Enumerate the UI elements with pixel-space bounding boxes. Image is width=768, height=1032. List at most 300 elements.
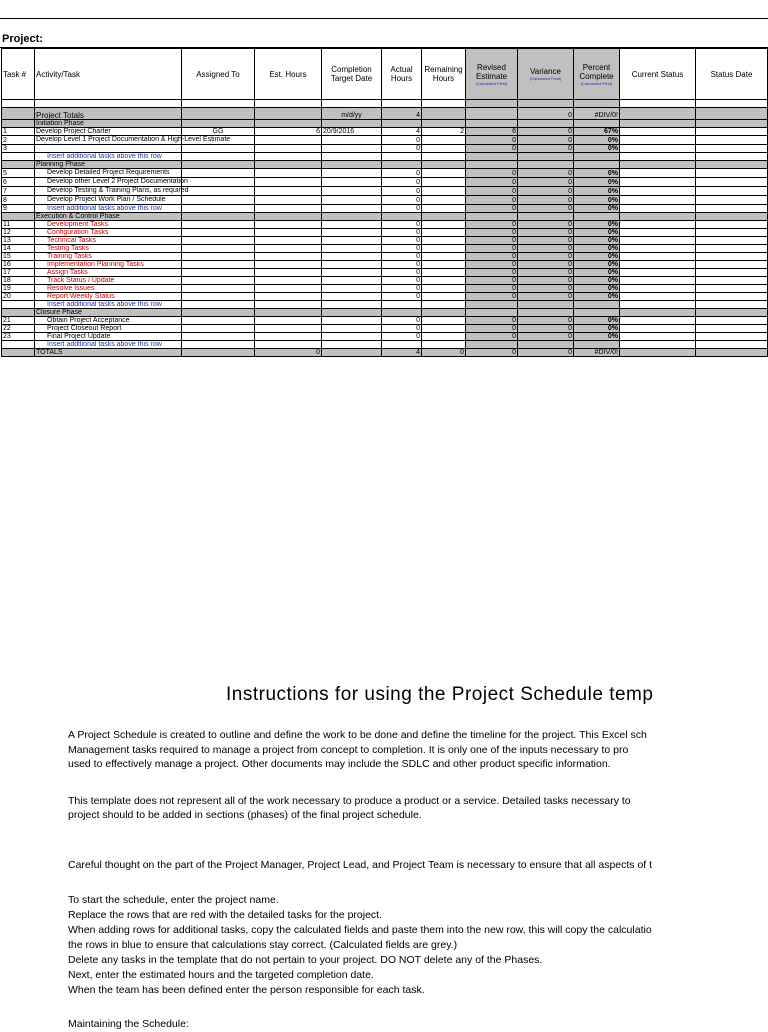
cell[interactable] (620, 349, 696, 357)
assigned-to[interactable] (182, 145, 255, 153)
completion-date[interactable] (322, 178, 382, 187)
cell[interactable] (382, 301, 422, 309)
revised-estimate[interactable]: 0 (466, 325, 518, 333)
est-hours[interactable] (255, 317, 322, 325)
current-status[interactable] (620, 325, 696, 333)
cell[interactable] (322, 349, 382, 357)
task-num[interactable]: 6 (2, 178, 35, 187)
status-date[interactable] (696, 169, 768, 178)
status-date[interactable] (696, 145, 768, 153)
project-label[interactable]: Project: (2, 33, 43, 45)
remaining-hours[interactable] (422, 196, 466, 205)
cell[interactable] (182, 108, 255, 120)
header-revised-estimate[interactable] (466, 49, 518, 100)
task-num[interactable]: 2 (2, 136, 35, 145)
cell[interactable] (322, 161, 382, 169)
task-label[interactable]: Technical Tasks (35, 237, 182, 245)
task-num-cell[interactable] (2, 341, 35, 349)
task-num[interactable]: 7 (2, 187, 35, 196)
current-status[interactable] (620, 253, 696, 261)
task-label[interactable]: Training Tasks (35, 253, 182, 261)
cell[interactable] (574, 309, 620, 317)
cell[interactable] (466, 309, 518, 317)
variance[interactable]: 0 (518, 269, 574, 277)
actual-hours[interactable]: 0 (382, 293, 422, 301)
status-date[interactable] (696, 237, 768, 245)
header-percent-complete[interactable] (574, 49, 620, 100)
cell[interactable] (466, 108, 518, 120)
revised-estimate[interactable]: 0 (466, 178, 518, 187)
header-activity[interactable]: Activity/Task (35, 49, 182, 100)
totals-label[interactable]: TOTALS (35, 349, 182, 357)
remaining-hours[interactable] (422, 178, 466, 187)
percent-complete[interactable]: 0% (574, 261, 620, 269)
task-num[interactable]: 17 (2, 269, 35, 277)
actual-hours[interactable]: 0 (382, 325, 422, 333)
completion-date[interactable]: 20/9/2016 (322, 128, 382, 136)
est-hours[interactable] (255, 169, 322, 178)
percent-complete[interactable]: 0% (574, 187, 620, 196)
percent-complete[interactable]: 0% (574, 205, 620, 213)
status-date[interactable] (696, 221, 768, 229)
remaining-hours[interactable] (422, 136, 466, 145)
task-num[interactable]: 5 (2, 169, 35, 178)
task-num[interactable]: 13 (2, 237, 35, 245)
assigned-to[interactable] (182, 169, 255, 178)
cell[interactable] (255, 309, 322, 317)
cell[interactable] (574, 213, 620, 221)
revised-estimate[interactable]: 0 (466, 245, 518, 253)
variance[interactable]: 0 (518, 333, 574, 341)
cell[interactable] (466, 153, 518, 161)
cell[interactable] (422, 301, 466, 309)
revised-estimate[interactable]: 0 (466, 169, 518, 178)
cell[interactable] (422, 108, 466, 120)
remaining-hours[interactable] (422, 293, 466, 301)
percent-complete[interactable]: 0% (574, 277, 620, 285)
task-num[interactable]: 19 (2, 285, 35, 293)
task-num[interactable]: 22 (2, 325, 35, 333)
cell[interactable] (518, 301, 574, 309)
percent-complete[interactable]: 0% (574, 229, 620, 237)
revised-estimate[interactable]: 0 (466, 136, 518, 145)
variance[interactable]: 0 (518, 136, 574, 145)
cell[interactable] (620, 153, 696, 161)
actual-hours[interactable]: 0 (382, 145, 422, 153)
completion-date[interactable] (322, 245, 382, 253)
task-label[interactable]: Develop Detailed Project Requirements (35, 169, 182, 178)
actual-hours[interactable]: 0 (382, 169, 422, 178)
status-date[interactable] (696, 293, 768, 301)
completion-date[interactable] (322, 187, 382, 196)
cell[interactable] (255, 161, 322, 169)
est-hours[interactable] (255, 277, 322, 285)
est-hours[interactable] (255, 178, 322, 187)
cell[interactable] (518, 120, 574, 128)
header-actual-hours[interactable]: Actual Hours (382, 49, 422, 100)
cell[interactable] (255, 153, 322, 161)
percent-complete[interactable]: 0% (574, 221, 620, 229)
header-completion-date[interactable]: Completion Target Date (322, 49, 382, 100)
task-num[interactable]: 8 (2, 196, 35, 205)
phase-label[interactable]: Initiation Phase (35, 120, 182, 128)
cell[interactable] (382, 213, 422, 221)
cell[interactable] (620, 301, 696, 309)
completion-date[interactable] (322, 333, 382, 341)
variance[interactable]: 0 (518, 169, 574, 178)
revised-estimate[interactable]: 0 (466, 221, 518, 229)
revised-estimate[interactable]: 0 (466, 196, 518, 205)
task-label[interactable]: Develop Level 1 Project Documentation & High-Level Estimate (36, 136, 231, 143)
task-label[interactable]: Develop Project Charter (35, 128, 182, 136)
variance[interactable]: 0 (518, 196, 574, 205)
est-hours[interactable] (255, 136, 322, 145)
variance[interactable]: 0 (518, 205, 574, 213)
header-assigned-to[interactable]: Assigned To (182, 49, 255, 100)
phase-label[interactable]: Planning Phase (35, 161, 182, 169)
insert-note[interactable]: Insert additional tasks above this row (35, 153, 182, 161)
est-hours[interactable] (255, 237, 322, 245)
cell[interactable] (382, 309, 422, 317)
current-status[interactable] (620, 187, 696, 196)
assigned-to[interactable] (182, 245, 255, 253)
cell[interactable] (466, 341, 518, 349)
task-label[interactable]: Develop Project Work Plan / Schedule (35, 196, 182, 205)
percent-complete[interactable]: 0% (574, 178, 620, 187)
revised-estimate[interactable]: 0 (466, 253, 518, 261)
percent-complete[interactable]: 0% (574, 253, 620, 261)
cell[interactable] (322, 153, 382, 161)
percent-complete[interactable]: 0% (574, 293, 620, 301)
est-hours[interactable]: 6 (255, 128, 322, 136)
assigned-to[interactable] (182, 253, 255, 261)
actual-hours[interactable]: 0 (382, 261, 422, 269)
completion-date[interactable] (322, 269, 382, 277)
insert-note[interactable]: Insert additional tasks above this row (35, 341, 182, 349)
percent-complete[interactable]: 0% (574, 325, 620, 333)
actual-hours[interactable]: 0 (382, 205, 422, 213)
completion-date[interactable] (322, 205, 382, 213)
task-label[interactable]: Development Tasks (35, 221, 182, 229)
remaining-hours[interactable] (422, 145, 466, 153)
variance[interactable]: 0 (518, 293, 574, 301)
totals-variance[interactable]: 0 (518, 349, 574, 357)
cell[interactable] (422, 309, 466, 317)
task-num[interactable]: 23 (2, 333, 35, 341)
est-hours[interactable] (255, 253, 322, 261)
cell[interactable] (466, 301, 518, 309)
task-num-cell[interactable] (2, 213, 35, 221)
cell[interactable] (518, 213, 574, 221)
current-status[interactable] (620, 269, 696, 277)
task-num-cell[interactable] (2, 161, 35, 169)
status-date[interactable] (696, 128, 768, 136)
variance[interactable]: 0 (518, 237, 574, 245)
percent-complete[interactable]: 67% (574, 128, 620, 136)
totals-remaining[interactable]: 0 (422, 349, 466, 357)
task-num[interactable]: 16 (2, 261, 35, 269)
revised-estimate[interactable]: 0 (466, 285, 518, 293)
status-date[interactable] (696, 196, 768, 205)
current-status[interactable] (620, 196, 696, 205)
percent-complete[interactable]: 0% (574, 269, 620, 277)
cell[interactable] (382, 341, 422, 349)
current-status[interactable] (620, 145, 696, 153)
assigned-to[interactable] (182, 317, 255, 325)
remaining-hours[interactable] (422, 325, 466, 333)
cell[interactable] (2, 108, 35, 120)
est-hours[interactable] (255, 205, 322, 213)
cell[interactable] (422, 153, 466, 161)
cell[interactable] (574, 120, 620, 128)
current-status[interactable] (620, 136, 696, 145)
completion-date[interactable] (322, 136, 382, 145)
header-status-date[interactable]: Status Date (696, 49, 768, 100)
remaining-hours[interactable] (422, 237, 466, 245)
cell[interactable] (182, 153, 255, 161)
remaining-hours[interactable] (422, 169, 466, 178)
totals-percent[interactable]: #DIV/0! (574, 349, 620, 357)
actual-hours[interactable]: 0 (382, 136, 422, 145)
actual-hours[interactable]: 0 (382, 317, 422, 325)
status-date[interactable] (696, 187, 768, 196)
assigned-to[interactable] (182, 205, 255, 213)
variance[interactable]: 0 (518, 245, 574, 253)
actual-hours[interactable]: 0 (382, 269, 422, 277)
status-date[interactable] (696, 317, 768, 325)
task-num[interactable]: 3 (2, 145, 35, 153)
current-status[interactable] (620, 285, 696, 293)
task-num[interactable]: 18 (2, 277, 35, 285)
variance[interactable]: 0 (518, 221, 574, 229)
cell[interactable] (466, 161, 518, 169)
cell[interactable] (182, 161, 255, 169)
actual-hours[interactable]: 0 (382, 221, 422, 229)
percent-complete[interactable]: 0% (574, 169, 620, 178)
remaining-hours[interactable] (422, 187, 466, 196)
actual-hours[interactable]: 0 (382, 229, 422, 237)
current-status[interactable] (620, 245, 696, 253)
cell[interactable] (182, 309, 255, 317)
header-task-num[interactable]: Task # (2, 49, 35, 100)
status-date[interactable] (696, 325, 768, 333)
actual-hours[interactable]: 0 (382, 237, 422, 245)
revised-estimate[interactable]: 0 (466, 187, 518, 196)
task-num[interactable]: 14 (2, 245, 35, 253)
cell[interactable] (518, 153, 574, 161)
cell[interactable] (382, 161, 422, 169)
variance[interactable]: 0 (518, 277, 574, 285)
remaining-hours[interactable] (422, 333, 466, 341)
cell[interactable] (696, 341, 768, 349)
cell[interactable] (620, 161, 696, 169)
cell[interactable] (382, 120, 422, 128)
current-status[interactable] (620, 221, 696, 229)
completion-date[interactable] (322, 261, 382, 269)
est-hours[interactable] (255, 285, 322, 293)
cell[interactable] (322, 309, 382, 317)
status-date[interactable] (696, 205, 768, 213)
status-date[interactable] (696, 229, 768, 237)
task-num[interactable]: 9 (2, 205, 35, 213)
current-status[interactable] (620, 333, 696, 341)
percent-complete[interactable]: 0% (574, 145, 620, 153)
actual-hours[interactable]: 0 (382, 277, 422, 285)
project-totals-variance[interactable]: 0 (518, 108, 574, 120)
remaining-hours[interactable] (422, 253, 466, 261)
status-date[interactable] (696, 277, 768, 285)
cell[interactable] (574, 161, 620, 169)
assigned-to[interactable] (182, 325, 255, 333)
header-current-status[interactable]: Current Status (620, 49, 696, 100)
totals-est[interactable]: 0 (255, 349, 322, 357)
completion-date[interactable] (322, 325, 382, 333)
remaining-hours[interactable] (422, 317, 466, 325)
actual-hours[interactable]: 0 (382, 187, 422, 196)
revised-estimate[interactable]: 0 (466, 237, 518, 245)
task-label[interactable]: Configuration Tasks (35, 229, 182, 237)
variance[interactable]: 0 (518, 253, 574, 261)
est-hours[interactable] (255, 221, 322, 229)
cell[interactable] (422, 213, 466, 221)
variance[interactable]: 0 (518, 187, 574, 196)
status-date[interactable] (696, 269, 768, 277)
percent-complete[interactable]: 0% (574, 196, 620, 205)
task-num[interactable]: 12 (2, 229, 35, 237)
cell[interactable] (696, 108, 768, 120)
assigned-to[interactable] (182, 221, 255, 229)
remaining-hours[interactable] (422, 277, 466, 285)
assigned-to[interactable] (182, 178, 255, 187)
cell[interactable] (518, 341, 574, 349)
task-num-cell[interactable] (2, 301, 35, 309)
header-est-hours[interactable]: Est. Hours (255, 49, 322, 100)
cell[interactable] (574, 301, 620, 309)
task-num[interactable]: 11 (2, 221, 35, 229)
completion-date[interactable] (322, 196, 382, 205)
revised-estimate[interactable]: 0 (466, 333, 518, 341)
est-hours[interactable] (255, 333, 322, 341)
current-status[interactable] (620, 293, 696, 301)
remaining-hours[interactable]: 2 (422, 128, 466, 136)
task-label[interactable]: Final Project Update (35, 333, 182, 341)
task-label[interactable]: Testing Tasks (35, 245, 182, 253)
completion-date[interactable] (322, 221, 382, 229)
cell[interactable] (466, 120, 518, 128)
assigned-to[interactable] (182, 293, 255, 301)
cell[interactable] (182, 120, 255, 128)
revised-estimate[interactable]: 0 (466, 145, 518, 153)
cell[interactable] (696, 153, 768, 161)
task-label[interactable]: Assign Tasks (35, 269, 182, 277)
phase-label[interactable]: Execution & Control Phase (35, 213, 182, 221)
task-label[interactable]: Resolve Issues (35, 285, 182, 293)
header-remaining-hours[interactable]: Remaining Hours (422, 49, 466, 100)
assigned-to[interactable] (182, 277, 255, 285)
completion-date[interactable] (322, 293, 382, 301)
cell[interactable] (182, 213, 255, 221)
status-date[interactable] (696, 245, 768, 253)
task-num-cell[interactable] (2, 153, 35, 161)
task-label[interactable] (35, 145, 182, 153)
assigned-to[interactable] (182, 196, 255, 205)
assigned-to[interactable] (182, 187, 255, 196)
assigned-to[interactable] (182, 269, 255, 277)
project-totals-label[interactable]: Project Totals (35, 108, 182, 120)
assigned-to[interactable]: GG (182, 128, 255, 136)
cell[interactable] (620, 309, 696, 317)
task-num-cell[interactable] (2, 349, 35, 357)
current-status[interactable] (620, 229, 696, 237)
percent-complete[interactable]: 0% (574, 245, 620, 253)
cell[interactable] (620, 120, 696, 128)
task-num-cell[interactable] (2, 309, 35, 317)
cell[interactable] (620, 341, 696, 349)
cell[interactable] (322, 213, 382, 221)
variance[interactable]: 0 (518, 285, 574, 293)
cell[interactable] (255, 213, 322, 221)
revised-estimate[interactable]: 6 (466, 128, 518, 136)
variance[interactable]: 0 (518, 128, 574, 136)
percent-complete[interactable]: 0% (574, 317, 620, 325)
est-hours[interactable] (255, 229, 322, 237)
remaining-hours[interactable] (422, 221, 466, 229)
actual-hours[interactable]: 4 (382, 128, 422, 136)
actual-hours[interactable]: 0 (382, 253, 422, 261)
est-hours[interactable] (255, 245, 322, 253)
status-date[interactable] (696, 333, 768, 341)
task-num[interactable]: 15 (2, 253, 35, 261)
remaining-hours[interactable] (422, 205, 466, 213)
est-hours[interactable] (255, 145, 322, 153)
project-totals-actual[interactable]: 4 (382, 108, 422, 120)
remaining-hours[interactable] (422, 229, 466, 237)
phase-label[interactable]: Closure Phase (35, 309, 182, 317)
est-hours[interactable] (255, 293, 322, 301)
cell[interactable] (574, 341, 620, 349)
cell[interactable] (574, 153, 620, 161)
variance[interactable]: 0 (518, 145, 574, 153)
assigned-to[interactable] (182, 261, 255, 269)
cell[interactable] (518, 161, 574, 169)
task-label[interactable]: Obtain Project Acceptance (35, 317, 182, 325)
cell[interactable] (182, 301, 255, 309)
revised-estimate[interactable]: 0 (466, 229, 518, 237)
cell[interactable] (696, 161, 768, 169)
assigned-to[interactable] (182, 229, 255, 237)
cell[interactable] (322, 341, 382, 349)
percent-complete[interactable]: 0% (574, 333, 620, 341)
variance[interactable]: 0 (518, 317, 574, 325)
cell[interactable] (696, 120, 768, 128)
percent-complete[interactable]: 0% (574, 237, 620, 245)
est-hours[interactable] (255, 269, 322, 277)
remaining-hours[interactable] (422, 261, 466, 269)
percent-complete[interactable]: 0% (574, 136, 620, 145)
revised-estimate[interactable]: 0 (466, 269, 518, 277)
task-label[interactable]: Track Status / Update (35, 277, 182, 285)
percent-complete[interactable]: 0% (574, 285, 620, 293)
current-status[interactable] (620, 128, 696, 136)
variance[interactable]: 0 (518, 229, 574, 237)
completion-date[interactable] (322, 277, 382, 285)
insert-note[interactable]: Insert additional tasks above this row (35, 301, 182, 309)
variance[interactable]: 0 (518, 178, 574, 187)
cell[interactable] (182, 341, 255, 349)
cell[interactable] (255, 120, 322, 128)
header-variance[interactable] (518, 49, 574, 100)
remaining-hours[interactable] (422, 245, 466, 253)
